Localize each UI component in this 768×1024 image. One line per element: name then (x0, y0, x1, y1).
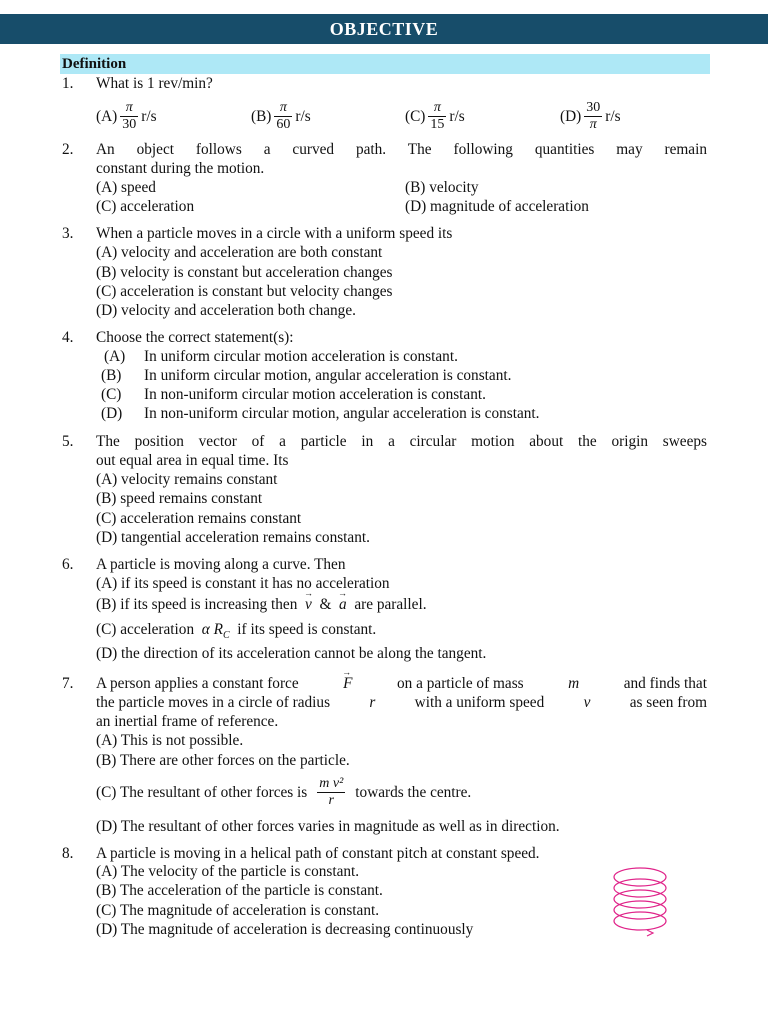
text-fragment: with a uniform speed (414, 694, 545, 711)
denominator: 30 (122, 116, 137, 132)
option-b-label: (B) (101, 367, 122, 384)
question-number: 2. (62, 141, 74, 158)
helix-arrow-icon (647, 930, 653, 936)
question-text: When a particle moves in a circle with a uniform speed its (96, 225, 453, 242)
denominator: r (317, 792, 345, 809)
question-text: an inertial frame of reference. (96, 713, 279, 730)
text-fragment: as seen from (629, 694, 707, 711)
unit: r/s (295, 107, 311, 125)
question-text: out equal area in equal time. Its (96, 452, 289, 469)
option-c: (C) acceleration (96, 198, 195, 215)
question-text: The position vector of a particle in a circular motion about the origin sweeps (96, 433, 707, 450)
option-a: In uniform circular motion acceleration is constant. (144, 348, 458, 365)
velocity-vector: → v (305, 595, 312, 614)
question-number: 3. (62, 225, 74, 242)
radius-symbol: r (369, 694, 376, 711)
option-text: are parallel. (354, 596, 427, 613)
question-text (96, 674, 707, 693)
option-b: (B) speed remains constant (96, 490, 263, 507)
option-b: (B) There are other forces on the particle. (96, 752, 350, 769)
question-text: A particle is moving in a helical path of constant pitch at constant speed. (96, 845, 540, 862)
option-d (560, 96, 621, 136)
fraction (120, 100, 138, 133)
option-a-label: (A) (104, 348, 126, 365)
denominator: 15 (430, 116, 445, 132)
option-c: (C) The magnitude of acceleration is constant. (96, 902, 380, 919)
question-number: 6. (62, 556, 74, 573)
option-d-label: (D) (101, 405, 123, 422)
acceleration-vector: → a (339, 595, 347, 614)
speed-symbol: v (583, 694, 591, 711)
option-label: (D) (560, 107, 582, 125)
option-a: (A) if its speed is constant it has no acceleration (96, 575, 390, 592)
denominator: 60 (276, 116, 291, 132)
question-text: What is 1 rev/min? (96, 75, 213, 92)
question-number: 5. (62, 433, 74, 450)
option-d: In non-uniform circular motion, angular acceleration is constant. (144, 405, 540, 422)
option-text: (B) if its speed is increasing then (96, 596, 298, 613)
option-c: (C) acceleration is constant but velocity changes (96, 283, 393, 300)
ampersand: & (319, 596, 332, 613)
fraction (584, 100, 602, 133)
option-b: (B) velocity (405, 179, 479, 196)
question-text: An object follows a curved path. The following quantities may remain (96, 141, 707, 158)
section-title: Definition (60, 54, 710, 74)
numerator: 30 (586, 99, 601, 115)
radius-subscript: C (222, 630, 230, 642)
unit: r/s (605, 107, 621, 125)
helix-coil (614, 912, 666, 930)
option-d: (D) magnitude of acceleration (405, 198, 589, 215)
numerator: m v² (319, 775, 344, 791)
option-a: (A) velocity remains constant (96, 471, 278, 488)
option-d: (D) The magnitude of acceleration is decreasing continuously (96, 921, 474, 938)
fraction (274, 100, 292, 133)
option-b: (B) The acceleration of the particle is constant. (96, 882, 383, 899)
text-fragment: the particle moves in a circle of radius (96, 694, 331, 711)
option-a: (A) speed (96, 179, 156, 196)
option-label: (B) (251, 107, 272, 125)
question-text: Choose the correct statement(s): (96, 329, 294, 346)
option-b: (B) velocity is constant but acceleration changes (96, 264, 393, 281)
fraction (317, 776, 345, 809)
option-c (96, 770, 471, 814)
option-label: (A) (96, 107, 118, 125)
option-d: (D) velocity and acceleration both change. (96, 302, 356, 319)
helix-coil (614, 868, 666, 886)
question-text (96, 693, 707, 712)
option-b (251, 96, 311, 136)
option-text: (C) acceleration (96, 621, 195, 638)
text-fragment: and finds that (623, 675, 707, 692)
option-c: In non-uniform circular motion acceleration is constant. (144, 386, 486, 403)
question-text: A particle is moving along a curve. Then (96, 556, 346, 573)
text-fragment: A person applies a constant force (96, 675, 299, 692)
option-c-label: (C) (101, 386, 122, 403)
denominator: π (584, 116, 602, 133)
fraction (428, 100, 446, 133)
option-d: (D) the direction of its acceleration cannot be along the tangent. (96, 645, 487, 662)
helix-diagram (605, 864, 675, 944)
numerator: π (433, 99, 441, 115)
option-text: (C) The resultant of other forces is (96, 783, 308, 801)
option-d: (D) tangential acceleration remains constant. (96, 529, 370, 546)
option-text: towards the centre. (355, 783, 472, 801)
numerator: π (125, 99, 133, 115)
option-text: if its speed is constant. (237, 621, 377, 638)
option-b (96, 595, 427, 614)
text-fragment: on a particle of mass (397, 675, 524, 692)
force-vector: → F (343, 674, 352, 693)
option-c (405, 96, 465, 136)
unit: r/s (141, 107, 157, 125)
question-number: 1. (62, 75, 74, 92)
option-c: (C) acceleration remains constant (96, 510, 302, 527)
option-c (96, 620, 376, 645)
mass-symbol: m (568, 675, 580, 692)
numerator: π (279, 99, 287, 115)
question-number: 7. (62, 675, 74, 692)
proportional-symbol: α (201, 621, 210, 638)
option-a (96, 96, 157, 136)
unit: r/s (449, 107, 465, 125)
helix-coil (614, 879, 666, 897)
option-a: (A) velocity and acceleration are both constant (96, 244, 383, 261)
helix-coil (614, 901, 666, 919)
option-a: (A) This is not possible. (96, 732, 244, 749)
radius-symbol: R (213, 621, 223, 638)
option-b: In uniform circular motion, angular acceleration is constant. (144, 367, 512, 384)
question-number: 8. (62, 845, 74, 862)
page-header: OBJECTIVE (0, 14, 768, 44)
helix-coil (614, 890, 666, 908)
option-a: (A) The velocity of the particle is constant. (96, 863, 360, 880)
question-text: constant during the motion. (96, 160, 265, 177)
option-d: (D) The resultant of other forces varies in magnitude as well as in direction. (96, 818, 560, 835)
option-label: (C) (405, 107, 426, 125)
question-number: 4. (62, 329, 74, 346)
